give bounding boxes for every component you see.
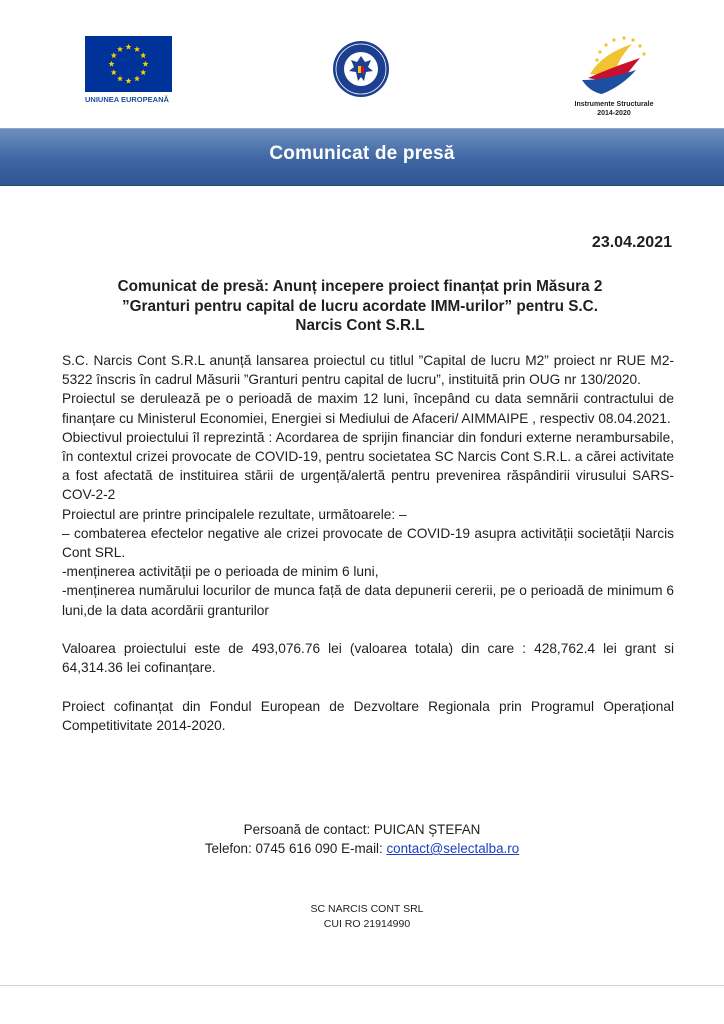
eu-flag-icon bbox=[85, 36, 172, 92]
heading-line: ”Granturi pentru capital de lucru acordate IMM-urilor” pentru S.C. bbox=[122, 297, 598, 315]
paragraph-project-launch: S.C. Narcis Cont S.R.L anunță lansarea proiectul cu titlul ”Capital de lucru M2” proiect nr RUE M2- 5322 înscris în cadrul Măsurii ”Granturi pentru capital de lucru”, instituită prin OUG nr 130/2020. bbox=[62, 353, 674, 388]
page-bottom-divider bbox=[0, 985, 724, 986]
banner-title: Comunicat de presă bbox=[269, 143, 455, 164]
is-caption-line2: 2014-2020 bbox=[597, 110, 631, 117]
paragraph-result-item: – combaterea efectelor negative ale crizei provocate de COVID-19 asupra activității societății Narcis Cont SRL. bbox=[62, 525, 674, 561]
romanian-government-seal-icon bbox=[331, 39, 391, 99]
eu-logo bbox=[85, 36, 175, 108]
structural-instruments-logo bbox=[562, 34, 666, 120]
eu-caption: UNIUNEA EUROPEANĂ bbox=[85, 95, 169, 104]
document-heading bbox=[60, 277, 660, 336]
company-block bbox=[0, 902, 724, 932]
company-cui: CUI RO 21914990 bbox=[323, 918, 411, 930]
paragraph-project-value: Valoarea proiectului este de 493,076.76 lei (valoarea totala) din care : 428,762.4 lei grant si 64,314.36 lei cofinanțare. bbox=[62, 641, 674, 676]
heading-line: Narcis Cont S.R.L bbox=[295, 317, 425, 334]
contact-block bbox=[0, 820, 724, 858]
is-caption-line1: Instrumente Structurale bbox=[574, 101, 654, 108]
document-body bbox=[62, 351, 674, 735]
paragraph-objective: Obiectivul proiectului îl reprezintă : Acordarea de sprijin financiar din fonduri externe nerambursabile, în contextul crizei provocate de COVID-19, pentru societatea SC Narcis Cont S.R.L. a cărei activitate a fost afectată de instituirea stării de urgență/alertă pentru prevenirea răspândirii virusului SARS-COV-2-2 bbox=[62, 429, 674, 503]
contact-phone-line bbox=[0, 839, 724, 858]
contact-phone: Telefon: 0745 616 090 E-mail: bbox=[204, 841, 387, 856]
contact-person: Persoană de contact: PUICAN ȘTEFAN bbox=[243, 822, 481, 837]
contact-email-link[interactable]: contact@selectalba.ro bbox=[386, 841, 520, 856]
company-name: SC NARCIS CONT SRL bbox=[310, 903, 424, 915]
press-release-banner bbox=[0, 128, 724, 186]
structural-instruments-logo-icon bbox=[562, 34, 666, 100]
structural-instruments-caption bbox=[562, 100, 666, 118]
release-date: 23.04.2021 bbox=[591, 234, 672, 251]
paragraph-result-item: -menținerea activității pe o perioada de minim 6 luni, bbox=[62, 564, 379, 580]
paragraph-result-item: -menținerea numărului locurilor de munca față de data depunerii cererii, pe o perioadă de minimum 6 luni,de la data acordării granturilor bbox=[62, 583, 674, 618]
logo-bar bbox=[0, 0, 724, 120]
paragraph-cofinancing: Proiect cofinanțat din Fondul European de Dezvoltare Regionala prin Programul Operațional Competitivitate 2014-2020. bbox=[62, 698, 674, 733]
paragraph-results-intro: Proiectul are printre principalele rezultate, următoarele: – bbox=[62, 506, 407, 522]
paragraph-duration: Proiectul se derulează pe o perioadă de maxim 12 luni, începând cu data semnării contractului de finanțare cu Ministerul Economiei, Energiei si Mediului de Afaceri/ AIMMAIPE , respectiv 08.04.2021. bbox=[62, 391, 674, 426]
heading-line: Comunicat de presă: Anunț incepere proiect finanțat prin Măsura 2 bbox=[117, 278, 603, 295]
romanian-government-seal bbox=[331, 39, 391, 99]
